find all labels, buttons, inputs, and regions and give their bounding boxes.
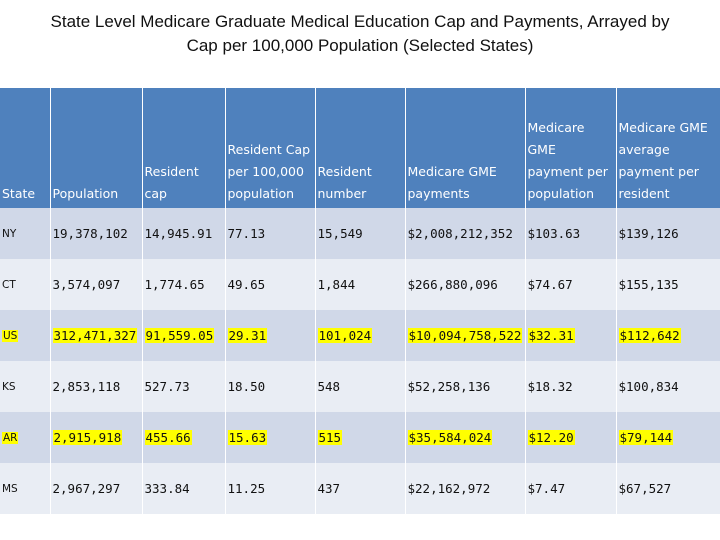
data-table-container — [0, 88, 720, 540]
cell-value: $2,008,212,352 — [407, 226, 513, 241]
header-gme-payments: Medicare GME payments — [405, 88, 525, 208]
cell-resident-number — [315, 259, 405, 310]
cell-population — [50, 310, 142, 361]
cell-cap-per-100k — [225, 412, 315, 463]
cell-value: 15,549 — [317, 226, 363, 241]
cell-value: $103.63 — [527, 226, 581, 241]
cell-payment-per-resident — [616, 361, 720, 412]
cell-state — [0, 463, 50, 514]
table-row — [0, 463, 720, 514]
cell-population — [50, 361, 142, 412]
cell-value: US — [3, 329, 18, 342]
cell-value: $112,642 — [619, 328, 680, 343]
cell-value: 548 — [317, 379, 341, 394]
cell-value: 1,844 — [317, 277, 356, 292]
cell-value: $12.20 — [528, 430, 574, 445]
cell-gme-payments — [405, 208, 525, 259]
cell-resident-number — [315, 463, 405, 514]
cell-value: 1,774.65 — [144, 277, 205, 292]
cell-gme-payments — [405, 412, 525, 463]
cell-gme-payments — [405, 361, 525, 412]
cell-value: 515 — [318, 430, 342, 445]
cell-cap-per-100k — [225, 463, 315, 514]
page-title: State Level Medicare Graduate Medical Education Cap and Payments, Arrayed by Cap per 100,000 Population (Selected States) — [50, 12, 670, 55]
table-row — [0, 361, 720, 412]
cell-value: AR — [3, 431, 18, 444]
cell-resident-number — [315, 361, 405, 412]
cell-payment-per-resident — [616, 412, 720, 463]
cell-resident-cap — [142, 463, 225, 514]
cell-payment-per-population — [525, 208, 616, 259]
cell-payment-per-resident — [616, 463, 720, 514]
cell-value: $35,584,024 — [408, 430, 492, 445]
cell-resident-cap — [142, 412, 225, 463]
cell-value: 19,378,102 — [52, 226, 128, 241]
cell-value: MS — [2, 482, 18, 495]
cell-payment-per-resident — [616, 310, 720, 361]
table-row — [0, 259, 720, 310]
cell-value: 91,559.05 — [145, 328, 214, 343]
cell-resident-cap — [142, 310, 225, 361]
cell-payment-per-population — [525, 412, 616, 463]
cell-value: 15.63 — [228, 430, 267, 445]
cell-value: 18.50 — [227, 379, 266, 394]
cell-value: 2,915,918 — [53, 430, 122, 445]
cell-value: $32.31 — [528, 328, 574, 343]
cell-cap-per-100k — [225, 361, 315, 412]
cell-population — [50, 208, 142, 259]
cell-value: $22,162,972 — [407, 481, 491, 496]
cell-payment-per-population — [525, 361, 616, 412]
cell-cap-per-100k — [225, 259, 315, 310]
cell-state — [0, 310, 50, 361]
cell-value: $7.47 — [527, 481, 566, 496]
cell-value: KS — [2, 380, 16, 393]
header-payment-per-population: Medicare GME payment per population — [525, 88, 616, 208]
cell-value: $74.67 — [527, 277, 573, 292]
cell-cap-per-100k — [225, 310, 315, 361]
cell-value: $266,880,096 — [407, 277, 498, 292]
header-cap-per-100k: Resident Cap per 100,000 population — [225, 88, 315, 208]
cell-value: 527.73 — [144, 379, 190, 394]
cell-value: 49.65 — [227, 277, 266, 292]
cell-value: $79,144 — [619, 430, 673, 445]
cell-value: $155,135 — [618, 277, 679, 292]
cell-value: CT — [2, 278, 16, 291]
cell-state — [0, 412, 50, 463]
cell-value: 77.13 — [227, 226, 266, 241]
cell-value: $10,094,758,522 — [408, 328, 522, 343]
cell-payment-per-resident — [616, 259, 720, 310]
header-state: State — [0, 88, 50, 208]
cell-value: $67,527 — [618, 481, 672, 496]
cell-state — [0, 208, 50, 259]
cell-value: 2,967,297 — [52, 481, 121, 496]
cell-value: 3,574,097 — [52, 277, 121, 292]
table-row — [0, 412, 720, 463]
cell-payment-per-population — [525, 310, 616, 361]
header-payment-per-resident: Medicare GME average payment per resident — [616, 88, 720, 208]
table-body — [0, 208, 720, 514]
cell-value: NY — [2, 227, 17, 240]
cell-resident-cap — [142, 361, 225, 412]
cell-payment-per-population — [525, 463, 616, 514]
cell-value: 101,024 — [318, 328, 372, 343]
cell-value: 11.25 — [227, 481, 266, 496]
data-table — [0, 88, 720, 514]
cell-state — [0, 361, 50, 412]
table-row — [0, 310, 720, 361]
header-resident-number: Resident number — [315, 88, 405, 208]
header-population: Population — [50, 88, 142, 208]
cell-value: 333.84 — [144, 481, 190, 496]
cell-gme-payments — [405, 463, 525, 514]
cell-payment-per-resident — [616, 208, 720, 259]
cell-resident-number — [315, 412, 405, 463]
cell-value: 14,945.91 — [144, 226, 213, 241]
cell-value: $100,834 — [618, 379, 679, 394]
cell-gme-payments — [405, 310, 525, 361]
cell-population — [50, 259, 142, 310]
cell-value: 2,853,118 — [52, 379, 121, 394]
cell-state — [0, 259, 50, 310]
cell-value: 455.66 — [145, 430, 191, 445]
cell-value: $139,126 — [618, 226, 679, 241]
table-row — [0, 208, 720, 259]
cell-payment-per-population — [525, 259, 616, 310]
cell-value: $18.32 — [527, 379, 573, 394]
cell-cap-per-100k — [225, 208, 315, 259]
cell-population — [50, 463, 142, 514]
header-resident-cap: Resident cap — [142, 88, 225, 208]
cell-resident-cap — [142, 208, 225, 259]
cell-resident-cap — [142, 259, 225, 310]
cell-value: 437 — [317, 481, 341, 496]
cell-value: 29.31 — [228, 328, 267, 343]
cell-resident-number — [315, 310, 405, 361]
cell-gme-payments — [405, 259, 525, 310]
table-header-row — [0, 88, 720, 208]
cell-population — [50, 412, 142, 463]
cell-resident-number — [315, 208, 405, 259]
cell-value: 312,471,327 — [53, 328, 137, 343]
cell-value: $52,258,136 — [407, 379, 491, 394]
